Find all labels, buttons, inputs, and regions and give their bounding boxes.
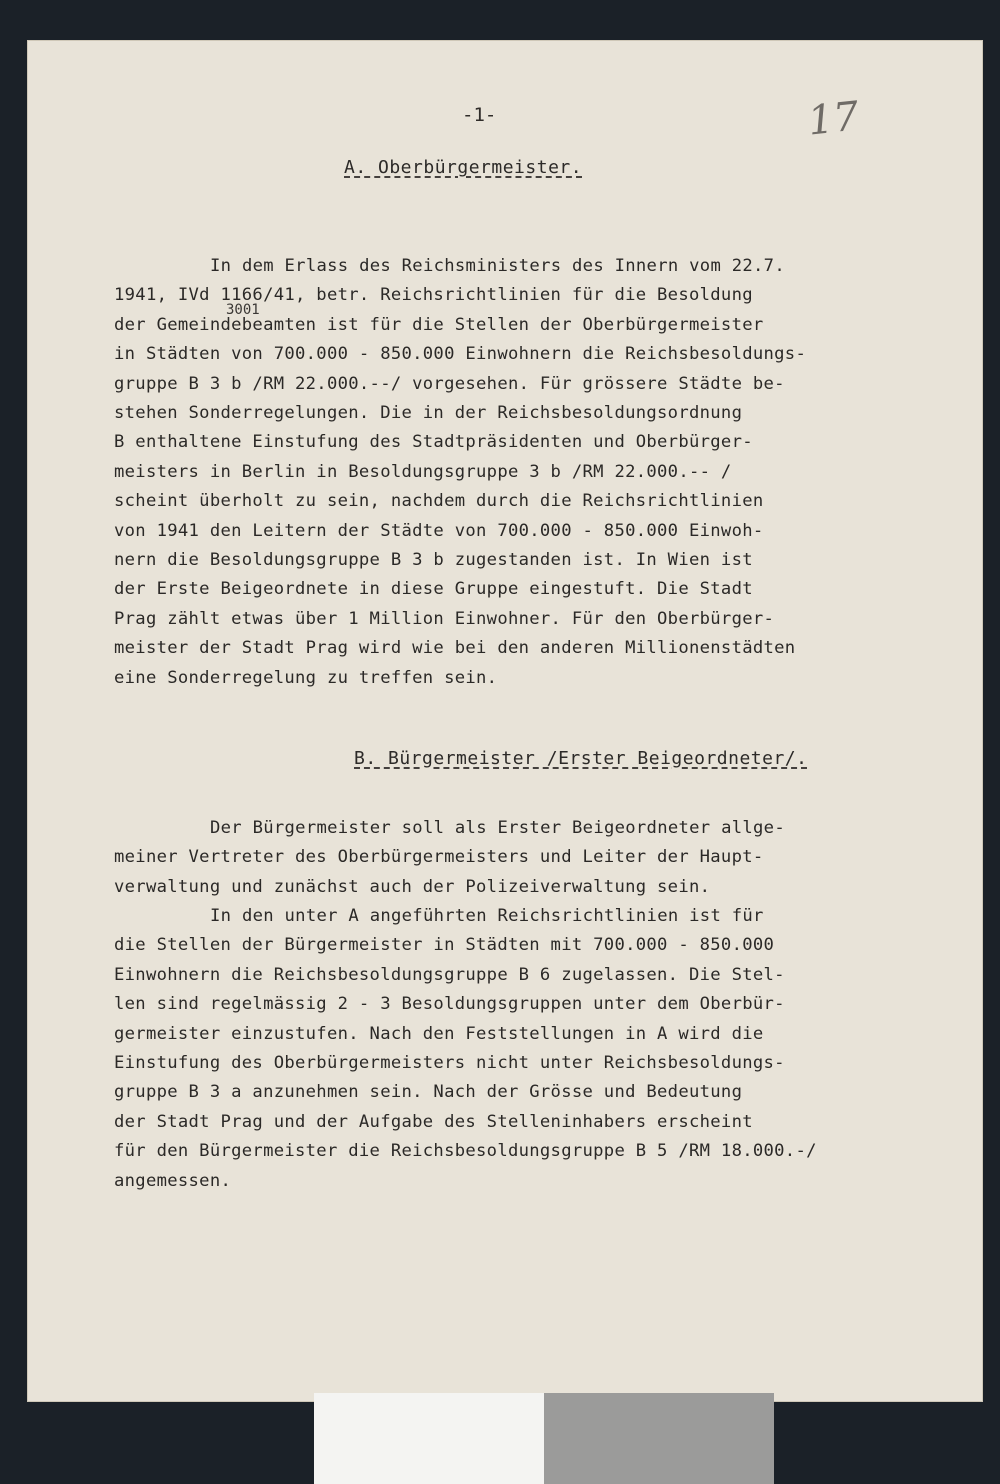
- text-line: germeister einzustufen. Nach den Feststellungen in A wird die: [114, 1023, 764, 1044]
- text-line: gruppe B 3 b /RM 22.000.--/ vorgesehen. Für grössere Städte be-: [114, 373, 785, 394]
- text-line: Der Bürgermeister soll als Erster Beigeordneter allge-: [210, 818, 785, 838]
- section-a-paragraph: [114, 252, 904, 693]
- text-line: für den Bürgermeister die Reichsbesoldungsgruppe B 5 /RM 18.000.-/: [114, 1141, 817, 1162]
- text-line: der Stadt Prag und der Aufgabe des Stelleninhabers erscheint: [114, 1111, 753, 1132]
- text-line: meisters in Berlin in Besoldungsgruppe 3 b /RM 22.000.-- /: [114, 461, 732, 482]
- text-line: In den unter A angeführten Reichsrichtlinien ist für: [210, 906, 764, 926]
- text-line: der Gemeindebeamten ist für die Stellen der Oberbürgermeister: [114, 314, 764, 335]
- document-page: [27, 40, 983, 1402]
- text-line: scheint überholt zu sein, nachdem durch die Reichsrichtlinien: [114, 491, 764, 512]
- calibration-card-grey: [544, 1393, 774, 1484]
- calibration-card-white: [314, 1393, 544, 1484]
- text-line: Einwohnern die Reichsbesoldungsgruppe B 6 zugelassen. Die Stel-: [114, 964, 785, 985]
- text-line: verwaltung und zunächst auch der Polizeiverwaltung sein.: [114, 876, 711, 897]
- text-line: eine Sonderregelung zu treffen sein.: [114, 667, 498, 688]
- text-line: von 1941 den Leitern der Städte von 700.000 - 850.000 Einwoh-: [114, 520, 764, 541]
- text-line: In dem Erlass des Reichsministers des Innern vom 22.7.: [210, 256, 785, 276]
- text-line: die Stellen der Bürgermeister in Städten mit 700.000 - 850.000: [114, 935, 775, 956]
- text-line: der Erste Beigeordnete in diese Gruppe eingestuft. Die Stadt: [114, 579, 753, 600]
- text-line: angemessen.: [114, 1170, 232, 1191]
- section-b-heading: B. Bürgermeister /Erster Beigeordneter/.: [354, 748, 808, 769]
- section-a-heading: A. Oberbürgermeister.: [344, 157, 583, 178]
- handwritten-annotation: 3001: [226, 302, 260, 318]
- text-line: gruppe B 3 a anzunehmen sein. Nach der Grösse und Bedeutung: [114, 1082, 743, 1103]
- text-line: in Städten von 700.000 - 850.000 Einwohnern die Reichsbesoldungs-: [114, 344, 807, 365]
- section-b-paragraph-2: [114, 902, 904, 1196]
- text-line: Prag zählt etwas über 1 Million Einwohner. Für den Oberbürger-: [114, 608, 775, 629]
- folio-number: 17: [805, 93, 862, 145]
- text-line: nern die Besoldungsgruppe B 3 b zugestanden ist. In Wien ist: [114, 550, 753, 571]
- text-line: len sind regelmässig 2 - 3 Besoldungsgruppen unter dem Oberbür-: [114, 994, 785, 1015]
- text-line: B enthaltene Einstufung des Stadtpräsidenten und Oberbürger-: [114, 432, 753, 453]
- page-number: -1-: [462, 104, 497, 126]
- text-line: meister der Stadt Prag wird wie bei den anderen Millionenstädten: [114, 638, 796, 659]
- text-line: 1941, IVd 1166/41, betr. Reichsrichtlinien für die Besoldung: [114, 285, 753, 306]
- text-line: Einstufung des Oberbürgermeisters nicht unter Reichsbesoldungs-: [114, 1053, 785, 1074]
- text-line: stehen Sonderregelungen. Die in der Reichsbesoldungsordnung: [114, 403, 743, 424]
- section-b-paragraph-1: [114, 814, 904, 902]
- text-line: meiner Vertreter des Oberbürgermeisters und Leiter der Haupt-: [114, 847, 764, 868]
